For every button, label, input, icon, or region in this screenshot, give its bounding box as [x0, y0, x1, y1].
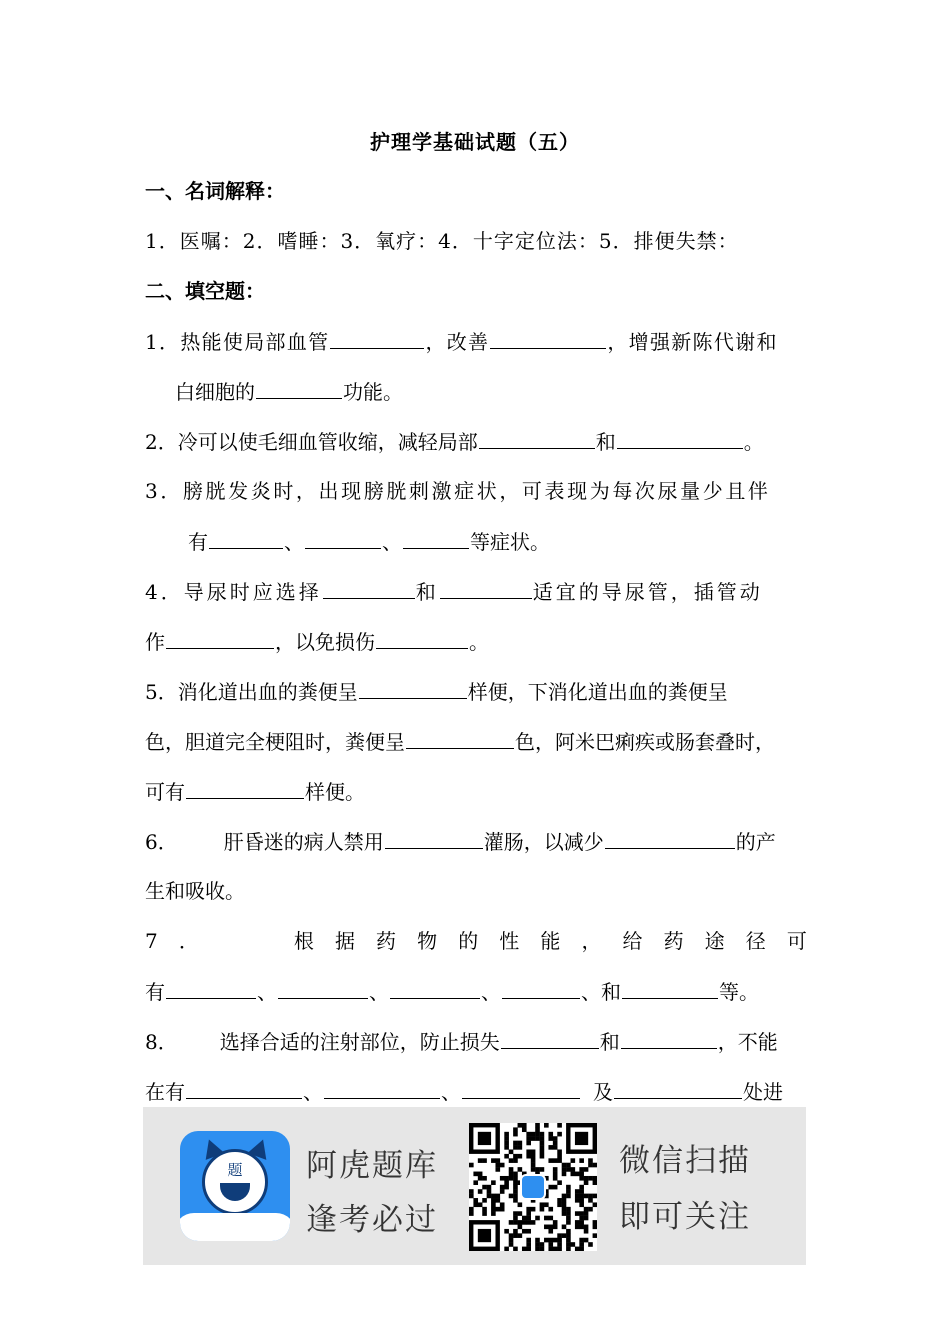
scan-instructions: [619, 1133, 751, 1245]
question-3-line-2: [188, 526, 850, 557]
answer-blank[interactable]: [502, 976, 580, 999]
app-logo-icon[interactable]: [180, 1131, 290, 1241]
question-char: 药: [376, 929, 397, 953]
question-text: 色，胆道完全梗阻时，粪便呈: [145, 730, 405, 754]
question-char: 性: [499, 929, 520, 953]
answer-blank[interactable]: [324, 1076, 440, 1099]
answer-blank[interactable]: [617, 426, 743, 449]
answer-blank[interactable]: [614, 1076, 742, 1099]
question-text: 、: [257, 980, 277, 1004]
scan-line-2: 即可关注: [619, 1199, 751, 1235]
answer-blank[interactable]: [256, 376, 342, 399]
question-text: 有: [145, 980, 165, 1004]
question-5-line-2: [145, 726, 807, 757]
section1-terms: 1．医嘱：2．嗜睡：3．氧疗：4．十字定位法：5．排便失禁：: [145, 229, 739, 253]
question-char: 药: [663, 929, 684, 953]
question-text: 和: [415, 580, 439, 604]
question-number: 8．: [145, 1030, 178, 1054]
slogan-line-1: 阿虎题库: [306, 1148, 438, 1184]
question-text: 的产: [735, 830, 776, 854]
answer-blank[interactable]: [385, 826, 483, 849]
question-text: 色，阿米巴痢疾或肠套叠时，: [515, 730, 775, 754]
question-char: 物: [417, 929, 438, 953]
answer-blank[interactable]: [186, 1076, 302, 1099]
section2-heading: 二、填空题：: [145, 279, 265, 303]
question-char: ．: [178, 929, 199, 953]
question-3-line-1: 3．膀胱发炎时，出现膀胱刺激症状，可表现为每次尿量少且伴: [145, 479, 771, 503]
question-text: 及: [593, 1080, 613, 1104]
question-text: 、: [441, 1080, 461, 1104]
answer-blank[interactable]: [462, 1076, 580, 1099]
question-8-line-2: [145, 1076, 807, 1107]
question-text: 功能。: [343, 380, 403, 404]
answer-blank[interactable]: [605, 826, 735, 849]
question-char: 的: [458, 929, 479, 953]
question-char: 根: [293, 929, 314, 953]
answer-blank[interactable]: [323, 576, 415, 599]
answer-blank[interactable]: [305, 526, 381, 549]
question-char: 能: [540, 929, 561, 953]
scan-line-1: 微信扫描: [619, 1143, 751, 1179]
question-text: 、: [284, 530, 304, 554]
answer-blank[interactable]: [621, 1026, 717, 1049]
slogan-line-2: 逢考必过: [306, 1202, 438, 1238]
question-text: ，不能: [717, 1030, 778, 1054]
question-text: 1．热能使局部血管: [145, 330, 330, 354]
answer-blank[interactable]: [390, 976, 480, 999]
answer-blank[interactable]: [186, 776, 304, 799]
question-text: 、: [382, 530, 402, 554]
question-text: 适宜的导尿管，插管动: [532, 580, 763, 604]
question-text: ，改善: [425, 330, 490, 354]
question-text: 。: [469, 630, 489, 654]
question-8-line-1: [145, 1026, 807, 1057]
answer-blank[interactable]: [209, 526, 283, 549]
question-text: 等。: [719, 980, 759, 1004]
question-text: 白细胞的: [175, 380, 255, 404]
answer-blank[interactable]: [166, 976, 256, 999]
answer-blank[interactable]: [479, 426, 595, 449]
question-text: 5．消化道出血的粪便呈: [145, 680, 358, 704]
answer-blank[interactable]: [403, 526, 469, 549]
question-text: 和: [599, 1030, 620, 1054]
banner-slogan: [306, 1139, 438, 1247]
question-text: 选择合适的注射部位，防止损失: [219, 1030, 500, 1054]
question-text: ，以免损伤: [275, 630, 375, 654]
question-char: 径: [745, 929, 766, 953]
ad-banner[interactable]: [143, 1107, 806, 1265]
answer-blank[interactable]: [330, 326, 424, 349]
question-char: 据: [334, 929, 355, 953]
question-text: 样便。: [305, 780, 365, 804]
question-text: 在有: [145, 1080, 185, 1104]
question-6-line-2: 生和吸收。: [145, 879, 245, 903]
question-5-line-3: [145, 776, 807, 807]
question-text: 作: [145, 630, 165, 654]
question-text: ，增强新陈代谢和: [607, 330, 778, 354]
question-text: 、和: [581, 980, 621, 1004]
section1-heading: 一、名词解释：: [145, 179, 285, 203]
document-title: 护理学基础试题（五）: [370, 130, 580, 154]
question-5-line-1: [145, 676, 807, 707]
question-text: 、: [303, 1080, 323, 1104]
question-4-line-2: [145, 626, 807, 657]
answer-blank[interactable]: [376, 626, 468, 649]
question-char: 途: [704, 929, 725, 953]
question-text: 灌肠，以减少: [483, 830, 604, 854]
question-text: 处进: [743, 1080, 783, 1104]
question-1-line-1: [145, 326, 807, 357]
question-char: 7: [145, 929, 158, 953]
question-text: 肝昏迷的病人禁用: [223, 830, 384, 854]
question-text: 2．冷可以使毛细血管收缩，减轻局部: [145, 430, 478, 454]
question-text: 。: [743, 430, 764, 454]
question-6-line-1: [145, 826, 807, 857]
answer-blank[interactable]: [278, 976, 368, 999]
answer-blank[interactable]: [359, 676, 467, 699]
answer-blank[interactable]: [406, 726, 514, 749]
logo-glyph: 题: [227, 1161, 243, 1179]
question-7-line-1: [145, 926, 807, 956]
question-4-line-1: [145, 576, 807, 607]
answer-blank[interactable]: [166, 626, 274, 649]
qr-code-icon[interactable]: [469, 1123, 597, 1251]
question-text: 4．导尿时应选择: [145, 580, 322, 604]
question-number: 6．: [145, 830, 178, 854]
question-char: ，: [581, 929, 602, 953]
question-text: 样便，下消化道出血的粪便呈: [467, 680, 728, 704]
question-7-line-2: [145, 976, 807, 1007]
answer-blank[interactable]: [622, 976, 718, 999]
answer-blank[interactable]: [490, 326, 606, 349]
answer-blank[interactable]: [440, 576, 532, 599]
question-char: 给: [622, 929, 643, 953]
question-2-line-1: [145, 426, 807, 457]
question-1-line-2: [175, 376, 837, 407]
question-text: 等症状。: [470, 530, 550, 554]
question-text: 有: [188, 530, 208, 554]
question-text: 和: [595, 430, 616, 454]
answer-blank[interactable]: [501, 1026, 599, 1049]
question-text: 可有: [145, 780, 185, 804]
question-text: 、: [481, 980, 501, 1004]
question-char: 可: [786, 929, 807, 953]
question-text: 、: [369, 980, 389, 1004]
